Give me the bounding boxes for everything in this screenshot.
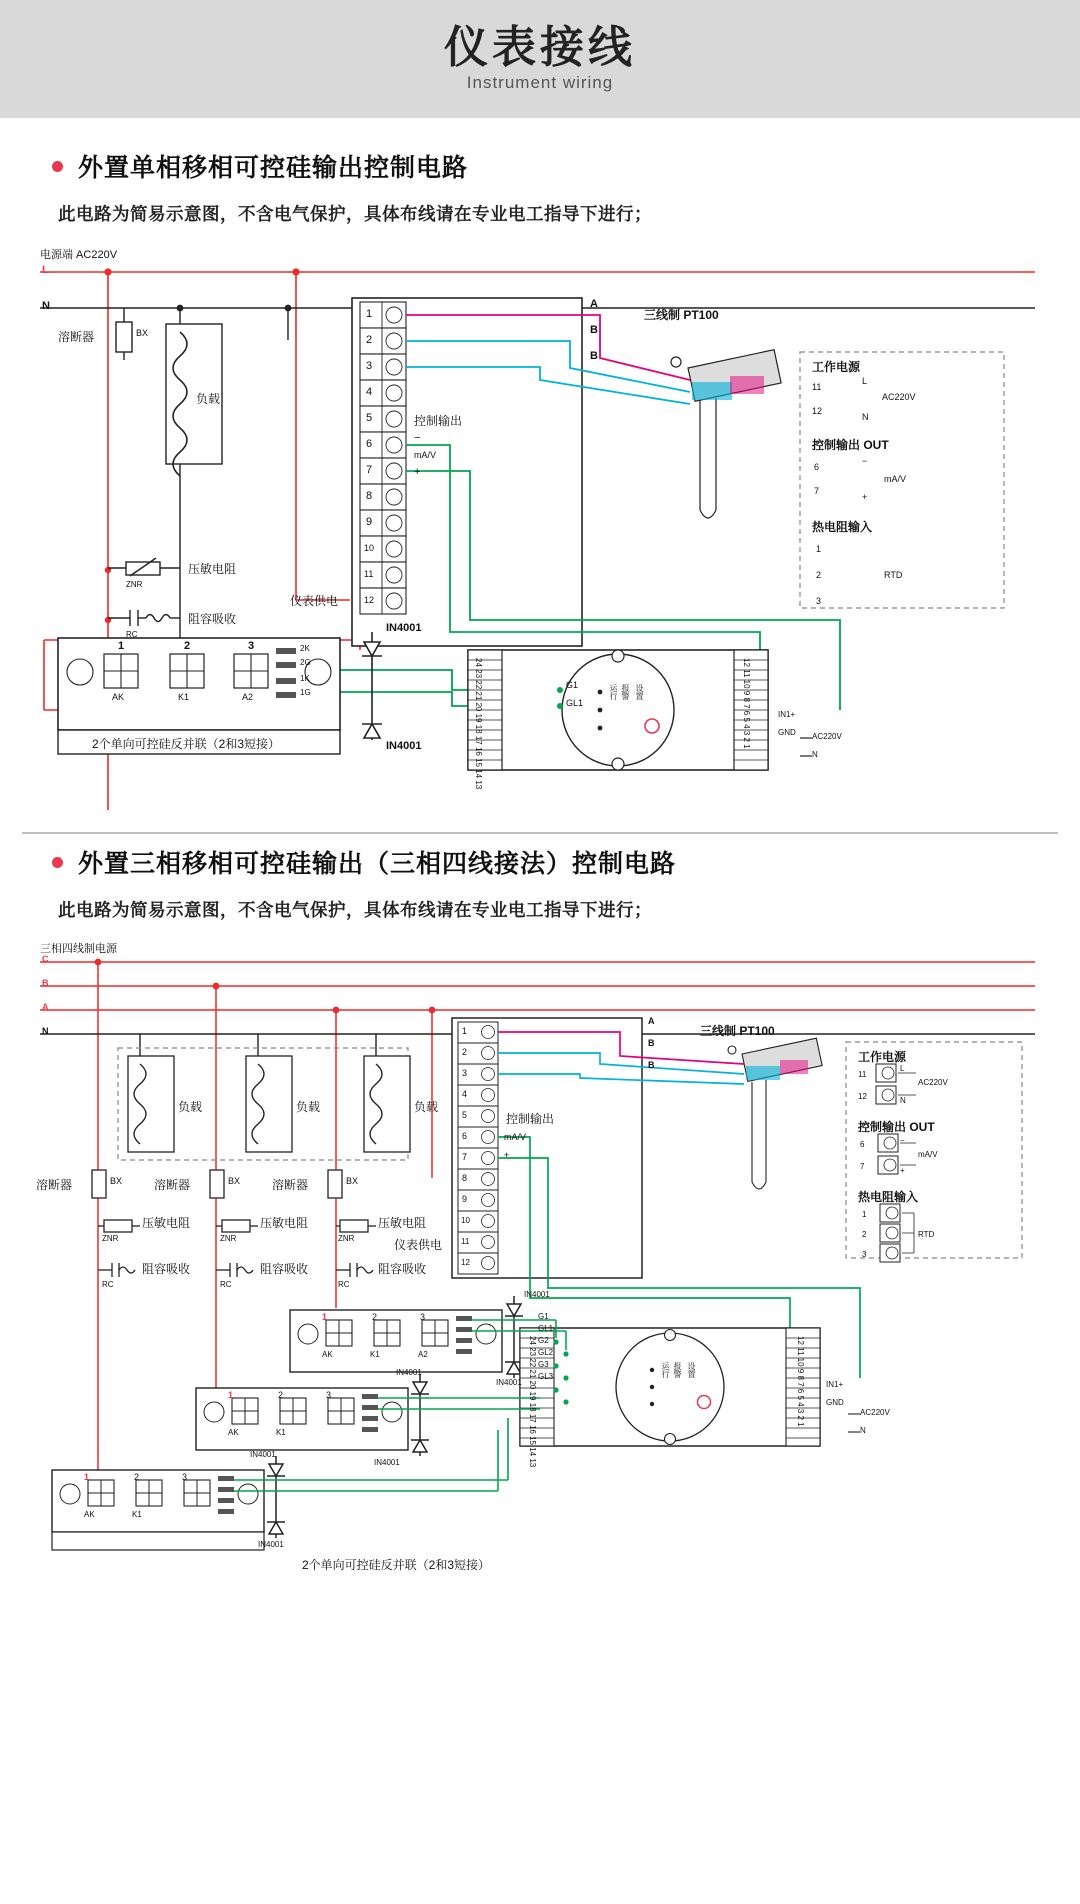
gate-gl1: GL1 — [538, 1324, 554, 1333]
label-in1p-2: IN1+ — [826, 1380, 844, 1389]
panel2-run-label: 运行 — [661, 1362, 670, 1378]
label-varistor: 压敏电阻 — [188, 562, 237, 576]
label-varistor-tag: ZNR — [126, 580, 143, 589]
panel2-left-strip: 24 23 22 21 20 19 18 17 16 15 14 13 — [528, 1336, 537, 1468]
label-pt100-2: 三线制 PT100 — [700, 1024, 775, 1038]
section-heading-single-phase — [52, 148, 1080, 184]
label-n-ac-2: N — [860, 1426, 866, 1435]
scr-terminal-2: 2 — [184, 640, 191, 652]
legend-rtd-no-1: 1 — [816, 544, 822, 554]
legend2-co-tag-plus: + — [900, 1166, 905, 1175]
legend2-wp-tag-n: N — [900, 1096, 906, 1105]
legend-work-power-title: 工作电源 — [812, 360, 861, 374]
terminal-no-5: 5 — [366, 412, 373, 424]
panel-run-label: 运行 — [609, 684, 618, 700]
terminal-no-12: 12 — [364, 595, 375, 605]
gate-gl2: GL2 — [538, 1348, 554, 1357]
terminal-no-10: 10 — [364, 543, 375, 553]
label-sensor-b1-2: B — [648, 1038, 655, 1048]
panel-right-strip: 12 11 10 9 8 7 6 5 4 3 2 1 — [742, 658, 751, 749]
label-fuse-tag-1: BX — [110, 1176, 123, 1186]
label-line-n-2: N — [42, 1026, 49, 1036]
scr2-term-2: 2 — [372, 1312, 378, 1322]
label-gnd-2: GND — [826, 1398, 844, 1407]
diagram-three-phase — [0, 938, 1080, 1598]
label-fuse-3: 溶断器 — [272, 1178, 309, 1192]
diagram-single-phase — [0, 240, 1080, 810]
d2-label-3: IN4001 — [396, 1368, 422, 1377]
gate-gl3: GL3 — [538, 1372, 554, 1381]
terminal-no-3: 3 — [366, 360, 373, 372]
page-subtitle: Instrument wiring — [466, 73, 614, 93]
label-control-output-2: 控制输出 — [506, 1112, 555, 1126]
scr2-mark-ak: AK — [322, 1350, 333, 1359]
section-subtitle: 此电路为简易示意图，不含电气保护，具体布线请在专业电工指导下进行； — [58, 204, 652, 224]
label-line-c: C — [42, 954, 49, 964]
label-sensor-b2-2: B — [648, 1060, 655, 1070]
label-load-2: 负载 — [296, 1100, 321, 1114]
legend2-co-no-2: 7 — [860, 1162, 865, 1171]
label-snubber-1: 阻容吸收 — [142, 1262, 191, 1276]
legend-wp-tag-l: L — [862, 376, 868, 386]
legend2-rtd-value: RTD — [918, 1230, 935, 1239]
t2-no-6: 6 — [462, 1131, 468, 1141]
d2-label-2: IN4001 — [496, 1378, 522, 1387]
panel-left-strip: 24 23 22 21 20 19 18 17 16 15 14 13 — [474, 658, 483, 790]
scr3-term-1: 1 — [228, 1390, 234, 1400]
label-gl1: GL1 — [566, 698, 584, 708]
legend-co-no-1: 6 — [814, 462, 820, 472]
scr-mark-a2: A2 — [242, 692, 254, 702]
terminal-no-7: 7 — [366, 464, 373, 476]
label-snubber-2: 阻容吸收 — [260, 1262, 309, 1276]
scr3-term-3: 3 — [326, 1390, 332, 1400]
label-varistor-tag-2: ZNR — [220, 1234, 237, 1243]
label-n-ac: N — [812, 750, 818, 759]
label-line-a: A — [42, 1002, 49, 1012]
legend-control-out-title: 控制输出 OUT — [812, 438, 889, 452]
label-snubber-tag: RC — [126, 630, 138, 639]
diagram-single-phase-svg — [0, 240, 1080, 810]
legend2-co-no-1: 6 — [860, 1140, 865, 1149]
label-load-3: 负载 — [414, 1100, 439, 1114]
legend-wp-tag-n: N — [862, 412, 869, 422]
label-fuse-tag: BX — [136, 328, 149, 338]
t2-no-11: 11 — [461, 1237, 470, 1246]
legend2-rtd-no-1: 1 — [862, 1210, 867, 1219]
section-title-2: 外置三相移相可控硅输出（三相四线接法）控制电路 — [78, 850, 677, 878]
label-power-source: 电源端 AC220V — [40, 249, 118, 261]
label-gnd: GND — [778, 728, 796, 737]
legend-rtd-title: 热电阻输入 — [812, 520, 873, 534]
scr3-mark-ak: AK — [228, 1428, 239, 1437]
legend2-boxes — [846, 1042, 1026, 1272]
label-fuse-tag-2: BX — [228, 1176, 241, 1186]
scr-mark-k1: K1 — [178, 692, 190, 702]
scr3-mark-k1: K1 — [276, 1428, 286, 1437]
legend-co-value: mA/V — [884, 474, 907, 484]
label-diode-top: IN4001 — [386, 622, 422, 634]
label-snubber-tag-2: RC — [220, 1280, 232, 1289]
panel-alarm-label: 报警 — [621, 684, 630, 700]
scr-side-2k: 2K — [300, 644, 310, 653]
d2-label-5: IN4001 — [250, 1450, 276, 1459]
section-divider — [22, 832, 1058, 834]
t2-no-12: 12 — [461, 1258, 470, 1267]
legend2-work-power-title: 工作电源 — [858, 1050, 907, 1064]
legend2-control-out-title: 控制输出 OUT — [858, 1120, 935, 1134]
panel2-right-strip: 12 11 10 9 8 7 6 5 4 3 2 1 — [796, 1336, 805, 1427]
t2-no-5: 5 — [462, 1110, 468, 1120]
label-varistor-2: 压敏电阻 — [260, 1216, 309, 1230]
label-varistor-tag-3: ZNR — [338, 1234, 355, 1243]
legend-co-no-2: 7 — [814, 486, 820, 496]
label-ac220v-2: AC220V — [860, 1408, 890, 1417]
legend-wp-value: AC220V — [882, 392, 916, 402]
label-varistor-1: 压敏电阻 — [142, 1216, 191, 1230]
t2-no-4: 4 — [462, 1089, 468, 1099]
label-fuse-tag-3: BX — [346, 1176, 359, 1186]
label-fuse-2: 溶断器 — [154, 1178, 191, 1192]
label-ma-v: mA/V — [414, 450, 437, 460]
scr2-mark-k1: K1 — [370, 1350, 380, 1359]
terminal-no-6: 6 — [366, 438, 373, 450]
label-line-l: L — [42, 264, 49, 276]
label-load-1: 负载 — [178, 1100, 203, 1114]
scr4-mark-k1: K1 — [132, 1510, 142, 1519]
panel2-alarm-label: 报警 — [673, 1362, 682, 1378]
label-minus: − — [414, 432, 421, 444]
legend2-rtd-no-3: 3 — [862, 1250, 867, 1259]
bullet-icon-2 — [52, 857, 63, 868]
t2-no-2: 2 — [462, 1047, 468, 1057]
label-fuse-1: 溶断器 — [36, 1178, 73, 1192]
label-meter-power-2: 仪表供电 — [394, 1238, 443, 1252]
t2-no-9: 9 — [462, 1194, 468, 1204]
legend2-co-value: mA/V — [918, 1150, 938, 1159]
label-in1p: IN1+ — [778, 710, 796, 719]
page-title: 仪表接线 — [444, 22, 636, 72]
scr-terminal-3: 3 — [248, 640, 255, 652]
label-scr-note-2: 2个单向可控硅反并联（2和3短接） — [302, 1558, 491, 1572]
label-varistor-3: 压敏电阻 — [378, 1216, 427, 1230]
label-sensor-a: A — [590, 298, 598, 310]
label-power-source-2: 三相四线制电源 — [40, 943, 117, 955]
legend-co-tag-minus: − — [862, 456, 868, 466]
label-diode-bottom: IN4001 — [386, 740, 422, 752]
label-load: 负载 — [196, 392, 221, 406]
legend-rtd-no-3: 3 — [816, 596, 822, 606]
scr4-term-2: 2 — [134, 1472, 140, 1482]
legend-wp-no-2: 12 — [812, 406, 823, 416]
label-plus-2: + — [504, 1150, 510, 1160]
section-heading-three-phase — [52, 844, 1080, 880]
label-line-n: N — [42, 300, 50, 312]
label-meter-power: 仪表供电 — [290, 594, 339, 608]
legend-rtd-value: RTD — [884, 570, 903, 580]
d2-label-1: IN4001 — [524, 1290, 550, 1299]
label-ma-v-2: mA/V — [504, 1132, 527, 1142]
terminal-no-4: 4 — [366, 386, 373, 398]
d2-label-4: IN4001 — [374, 1458, 400, 1467]
t2-no-1: 1 — [462, 1026, 468, 1036]
t2-no-7: 7 — [462, 1152, 468, 1162]
scr2-term-1: 1 — [322, 1312, 328, 1322]
label-scr-note: 2个单向可控硅反并联（2和3短接） — [92, 737, 281, 751]
terminal-no-1: 1 — [366, 308, 373, 320]
d2-label-6: IN4001 — [258, 1540, 284, 1549]
label-sensor-b1: B — [590, 324, 598, 336]
scr-side-1g: 1G — [300, 688, 311, 697]
legend2-co-tag-minus: − — [900, 1136, 905, 1145]
section-subtitle-2: 此电路为简易示意图，不含电气保护，具体布线请在专业电工指导下进行； — [58, 900, 652, 920]
label-control-output: 控制输出 — [414, 414, 463, 428]
legend-wp-no-1: 11 — [812, 382, 822, 392]
scr4-mark-ak: AK — [84, 1510, 95, 1519]
label-snubber-3: 阻容吸收 — [378, 1262, 427, 1276]
scr2-term-3: 3 — [420, 1312, 426, 1322]
section-title: 外置单相移相可控硅输出控制电路 — [78, 154, 469, 182]
gate-g2: G2 — [538, 1336, 549, 1345]
scr-terminal-1: 1 — [118, 640, 125, 652]
terminal-no-11: 11 — [364, 569, 374, 579]
label-snubber: 阻容吸收 — [188, 612, 237, 626]
legend2-wp-value: AC220V — [918, 1078, 948, 1087]
label-g1: G1 — [566, 680, 579, 690]
terminal-no-9: 9 — [366, 516, 373, 528]
terminal-no-2: 2 — [366, 334, 373, 346]
scr4-term-1: 1 — [84, 1472, 90, 1482]
gate-g1: G1 — [538, 1312, 549, 1321]
label-sensor-b2: B — [590, 350, 598, 362]
gate-g3: G3 — [538, 1360, 549, 1369]
label-varistor-tag-1: ZNR — [102, 1234, 119, 1243]
label-snubber-tag-1: RC — [102, 1280, 114, 1289]
t2-no-8: 8 — [462, 1173, 468, 1183]
panel2-set-label: 设置 — [687, 1362, 696, 1378]
legend-co-tag-plus: + — [862, 492, 868, 502]
scr4-term-3: 3 — [182, 1472, 188, 1482]
label-plus: + — [414, 466, 421, 478]
label-snubber-tag-3: RC — [338, 1280, 350, 1289]
label-line-b: B — [42, 978, 49, 988]
label-ac220v: AC220V — [812, 732, 842, 741]
scr2-mark-a2: A2 — [418, 1350, 428, 1359]
scr-side-2g: 2G — [300, 658, 311, 667]
legend-rtd-no-2: 2 — [816, 570, 822, 580]
t2-no-10: 10 — [461, 1216, 470, 1225]
scr-mark-ak: AK — [112, 692, 125, 702]
t2-no-3: 3 — [462, 1068, 468, 1078]
legend2-rtd-title: 热电阻输入 — [858, 1190, 919, 1204]
panel-set-label: 设置 — [635, 684, 644, 700]
bullet-icon — [52, 161, 63, 172]
scr-side-1k: 1K — [300, 674, 310, 683]
legend2-rtd-no-2: 2 — [862, 1230, 867, 1239]
legend2-wp-tag-l: L — [900, 1064, 905, 1073]
label-pt100: 三线制 PT100 — [644, 308, 719, 322]
legend2-wp-no-2: 12 — [858, 1092, 867, 1101]
page-header — [0, 0, 1080, 118]
terminal-no-8: 8 — [366, 490, 373, 502]
label-sensor-a-2: A — [648, 1016, 655, 1026]
legend2-wp-no-1: 11 — [858, 1070, 867, 1079]
label-fuse: 溶断器 — [58, 330, 95, 344]
scr3-term-2: 2 — [278, 1390, 284, 1400]
